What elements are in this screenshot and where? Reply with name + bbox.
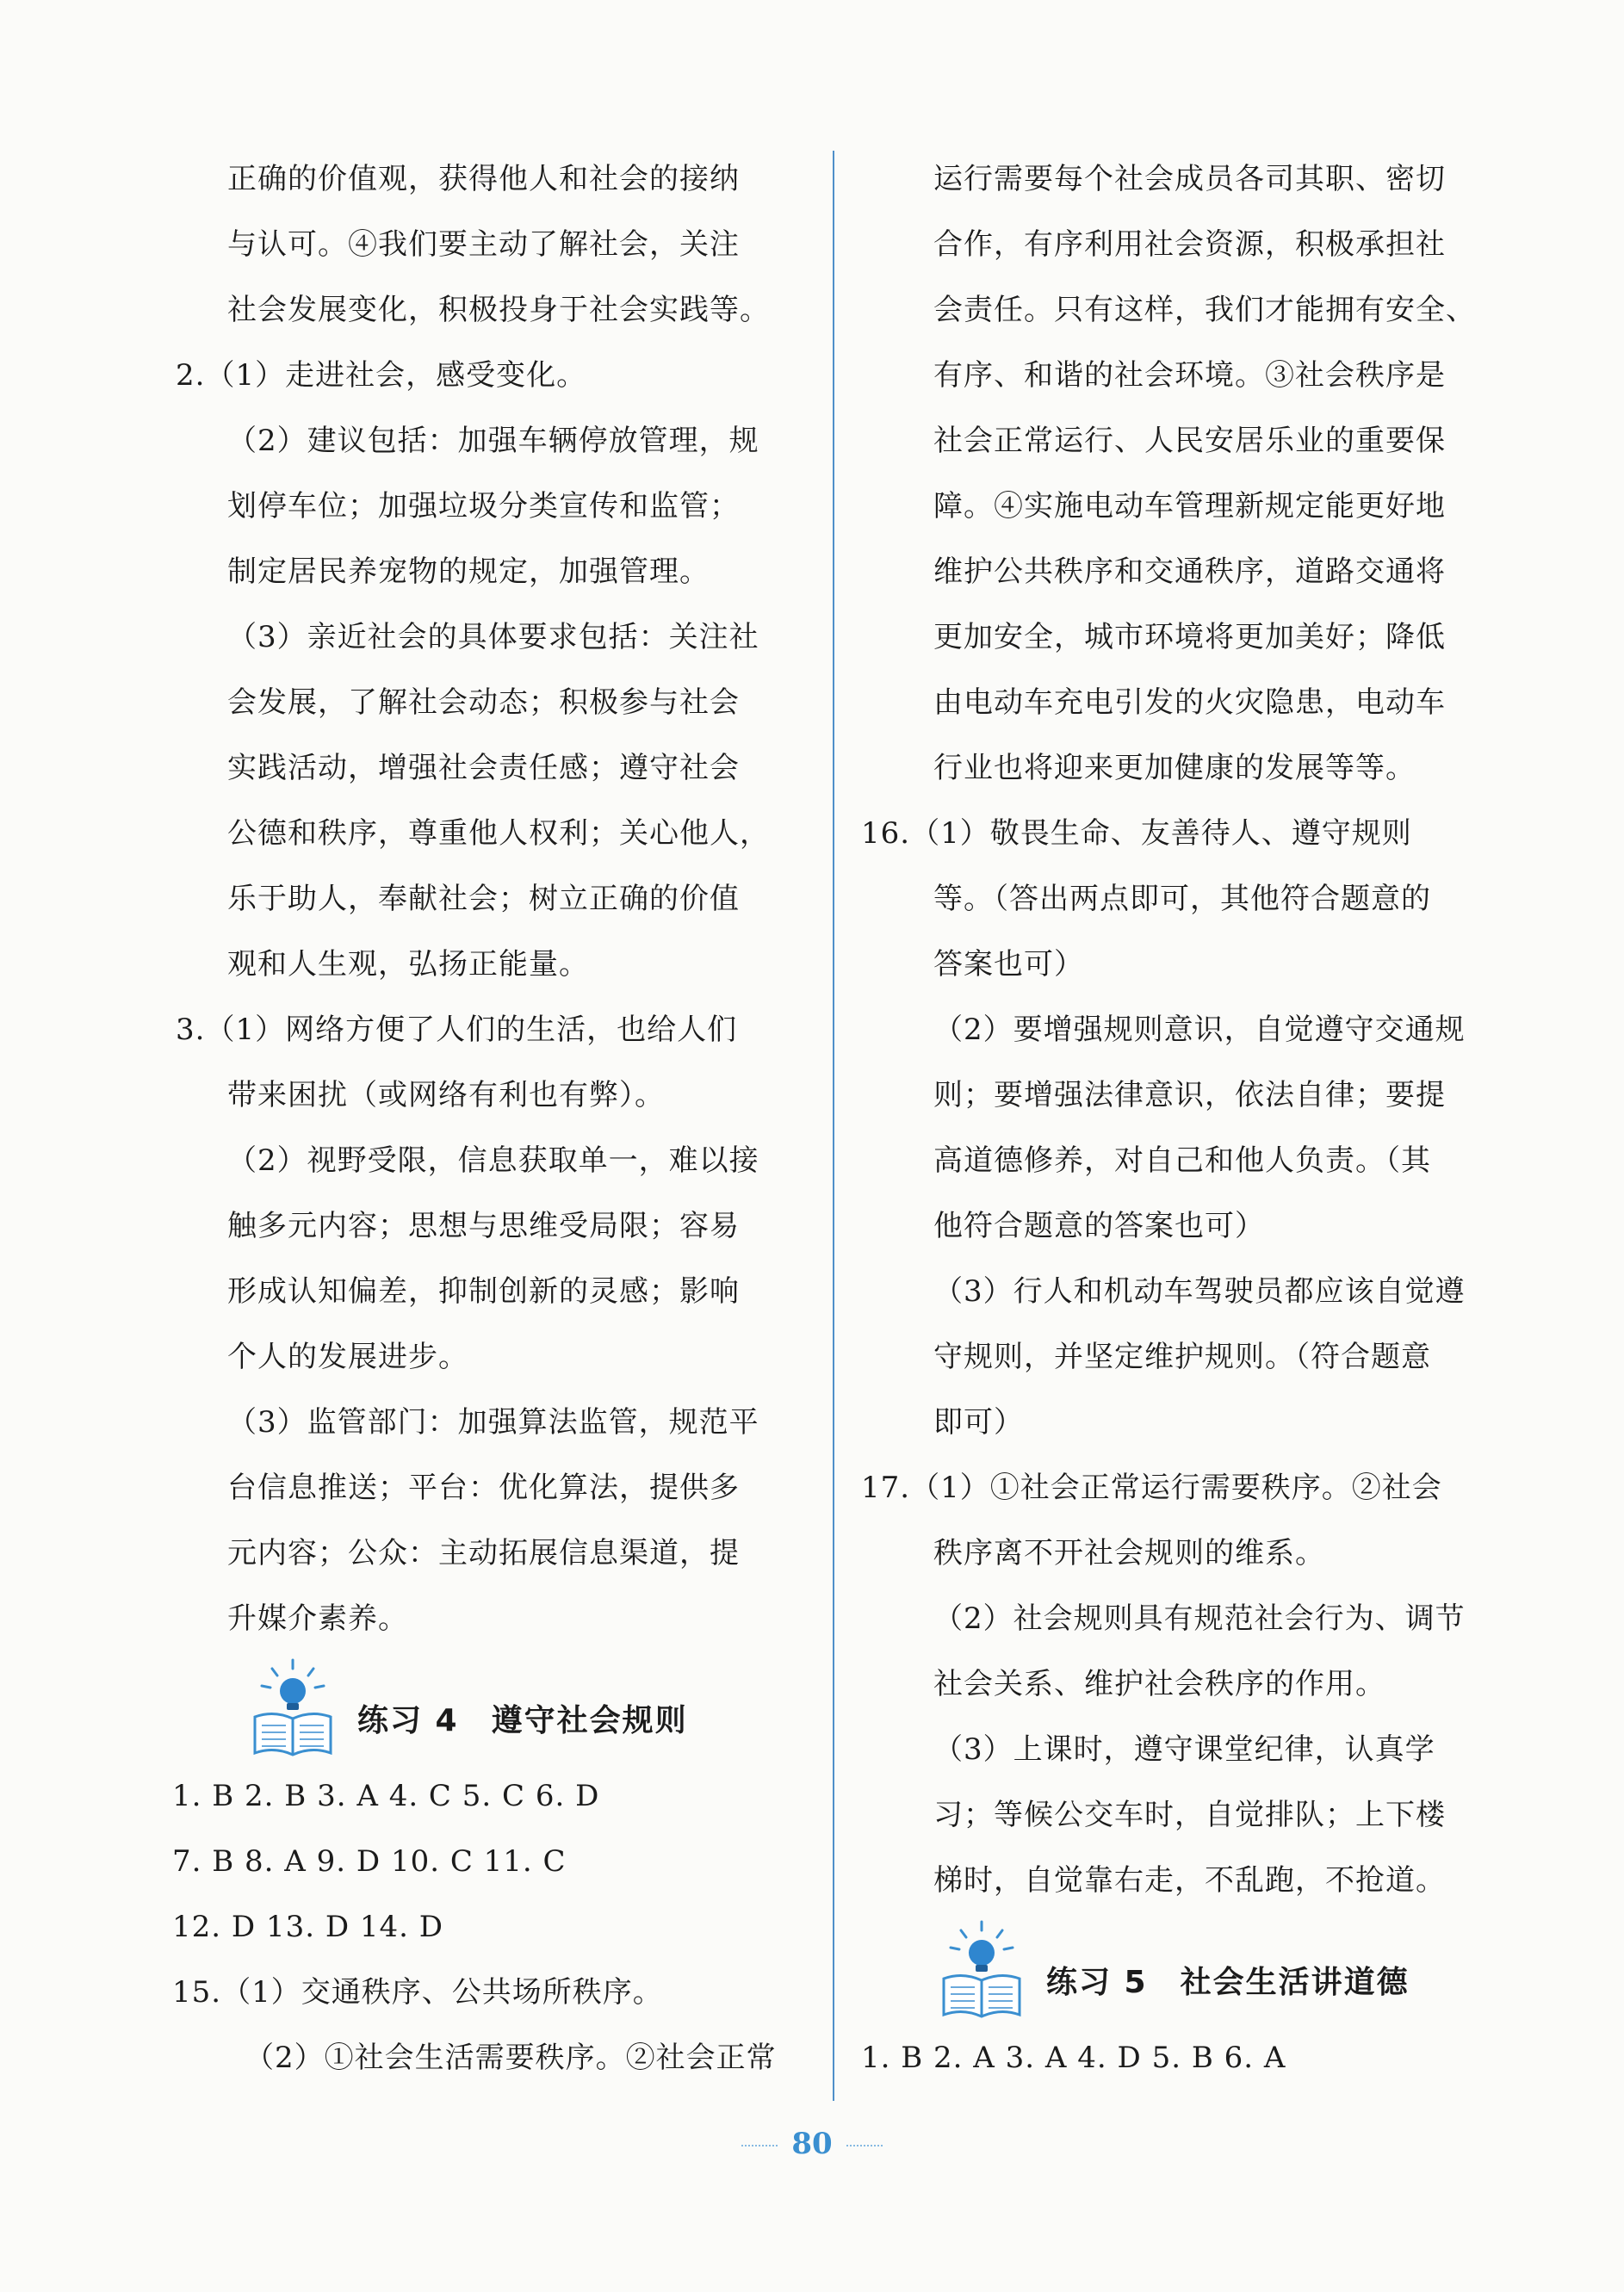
answer-key-line: 12. D 13. D 14. D bbox=[172, 1910, 444, 1944]
text-line: 高道德修养，对自己和他人负责。（其 bbox=[933, 1143, 1431, 1178]
text-line: 与认可。④我们要主动了解社会，关注 bbox=[227, 227, 740, 262]
column-divider bbox=[833, 151, 834, 2101]
right-column bbox=[861, 146, 1481, 2091]
page-number-dash-left bbox=[741, 2145, 778, 2146]
text-line: 更加安全，城市环境将更加美好；降低 bbox=[933, 620, 1446, 654]
answer-15-line: 15.（1）交通秩序、公共场所秩序。 bbox=[172, 1975, 663, 2010]
page-number-text: 80 bbox=[791, 2127, 833, 2161]
section-name: 遵守社会规则 bbox=[491, 1703, 688, 1738]
text-line: （3）行人和机动车驾驶员都应该自觉遵 bbox=[933, 1274, 1466, 1309]
section-heading-4 bbox=[172, 1657, 792, 1763]
text-line: （2）要增强规则意识，自觉遵守交通规 bbox=[933, 1013, 1466, 1047]
text-line: （2）①社会生活需要秩序。②社会正常 bbox=[245, 2041, 777, 2075]
text-line: 合作，有序利用社会资源，积极承担社 bbox=[933, 227, 1446, 262]
text-line: 习；等候公交车时，自觉排队；上下楼 bbox=[933, 1798, 1446, 1832]
text-line: 运行需要每个社会成员各司其职、密切 bbox=[933, 162, 1446, 196]
section-number: 练习 5 bbox=[1046, 1965, 1148, 2000]
text-line: 会责任。只有这样，我们才能拥有安全、 bbox=[933, 293, 1476, 327]
section-number: 练习 4 bbox=[357, 1703, 459, 1738]
text-line: 则；要增强法律意识，依法自律；要提 bbox=[933, 1078, 1446, 1112]
text-line: 会发展，了解社会动态；积极参与社会 bbox=[227, 685, 740, 720]
text-line: 触多元内容；思想与思维受局限；容易 bbox=[227, 1209, 740, 1243]
text-line: 守规则，并坚定维护规则。（符合题意 bbox=[933, 1340, 1431, 1374]
text-line: （2）建议包括：加强车辆停放管理，规 bbox=[227, 424, 759, 458]
text-line: 等。（答出两点即可，其他符合题意的 bbox=[933, 882, 1431, 916]
text-line: 个人的发展进步。 bbox=[227, 1340, 468, 1374]
text-line: 实践活动，增强社会责任感；遵守社会 bbox=[227, 751, 740, 785]
answer-key-line: 1. B 2. A 3. A 4. D 5. B 6. A bbox=[861, 2041, 1286, 2075]
text-line: 形成认知偏差，抑制创新的灵感；影响 bbox=[227, 1274, 740, 1309]
text-line: （2）视野受限，信息获取单一，难以接 bbox=[227, 1143, 759, 1178]
page-number bbox=[0, 2127, 1624, 2161]
text-line: 公德和秩序，尊重他人权利；关心他人， bbox=[227, 816, 770, 851]
text-line: 台信息推送；平台：优化算法，提供多 bbox=[227, 1471, 740, 1505]
text-line: 划停车位；加强垃圾分类宣传和监管； bbox=[227, 489, 740, 523]
text-line: 即可） bbox=[933, 1405, 1024, 1440]
text-line: 社会发展变化，积极投身于社会实践等。 bbox=[227, 293, 770, 327]
answer-key-line: 7. B 8. A 9. D 10. C 11. C bbox=[172, 1844, 567, 1879]
text-line: 由电动车充电引发的火灾隐患，电动车 bbox=[933, 685, 1446, 720]
text-line: 答案也可） bbox=[933, 947, 1084, 982]
text-line: 社会正常运行、人民安居乐业的重要保 bbox=[933, 424, 1446, 458]
left-column bbox=[172, 146, 792, 2091]
answer-16-line: 16.（1）敬畏生命、友善待人、遵守规则 bbox=[861, 816, 1412, 851]
answer-key-line: 1. B 2. B 3. A 4. C 5. C 6. D bbox=[172, 1779, 600, 1813]
text-line: 梯时，自觉靠右走，不乱跑，不抢道。 bbox=[933, 1863, 1446, 1898]
text-line: 带来困扰（或网络有利也有弊）。 bbox=[227, 1078, 665, 1112]
section-title bbox=[357, 1696, 688, 1740]
section-heading-5 bbox=[861, 1918, 1481, 2025]
text-line: 障。④实施电动车管理新规定能更好地 bbox=[933, 489, 1446, 523]
text-line: 秩序离不开社会规则的维系。 bbox=[933, 1536, 1325, 1570]
text-line: 乐于助人，奉献社会；树立正确的价值 bbox=[227, 882, 740, 916]
text-line: 元内容；公众：主动拓展信息渠道，提 bbox=[227, 1536, 740, 1570]
text-line: 正确的价值观，获得他人和社会的接纳 bbox=[227, 162, 740, 196]
section-name: 社会生活讲道德 bbox=[1180, 1965, 1410, 2000]
lightbulb-book-icon bbox=[939, 1918, 1025, 2022]
text-line: （3）亲近社会的具体要求包括：关注社 bbox=[227, 620, 759, 654]
section-title bbox=[1046, 1958, 1410, 2002]
text-line: 升媒介素养。 bbox=[227, 1601, 408, 1636]
answer-17-line: 17.（1）①社会正常运行需要秩序。②社会 bbox=[861, 1471, 1442, 1505]
text-line: 他符合题意的答案也可） bbox=[933, 1209, 1265, 1243]
text-line: 制定居民养宠物的规定，加强管理。 bbox=[227, 554, 710, 589]
lightbulb-book-icon bbox=[250, 1657, 336, 1760]
text-line: 维护公共秩序和交通秩序，道路交通将 bbox=[933, 554, 1446, 589]
answer-2-line: 2.（1）走进社会，感受变化。 bbox=[176, 358, 587, 393]
text-line: 社会关系、维护社会秩序的作用。 bbox=[933, 1667, 1385, 1701]
text-line: 有序、和谐的社会环境。③社会秩序是 bbox=[933, 358, 1446, 393]
text-line: 行业也将迎来更加健康的发展等等。 bbox=[933, 751, 1416, 785]
page-number-dash-right bbox=[846, 2145, 883, 2146]
text-line: （3）上课时，遵守课堂纪律，认真学 bbox=[933, 1732, 1435, 1767]
text-line: 观和人生观，弘扬正能量。 bbox=[227, 947, 589, 982]
text-line: （2）社会规则具有规范社会行为、调节 bbox=[933, 1601, 1466, 1636]
answer-3-line: 3.（1）网络方便了人们的生活，也给人们 bbox=[176, 1013, 738, 1047]
text-line: （3）监管部门：加强算法监管，规范平 bbox=[227, 1405, 759, 1440]
